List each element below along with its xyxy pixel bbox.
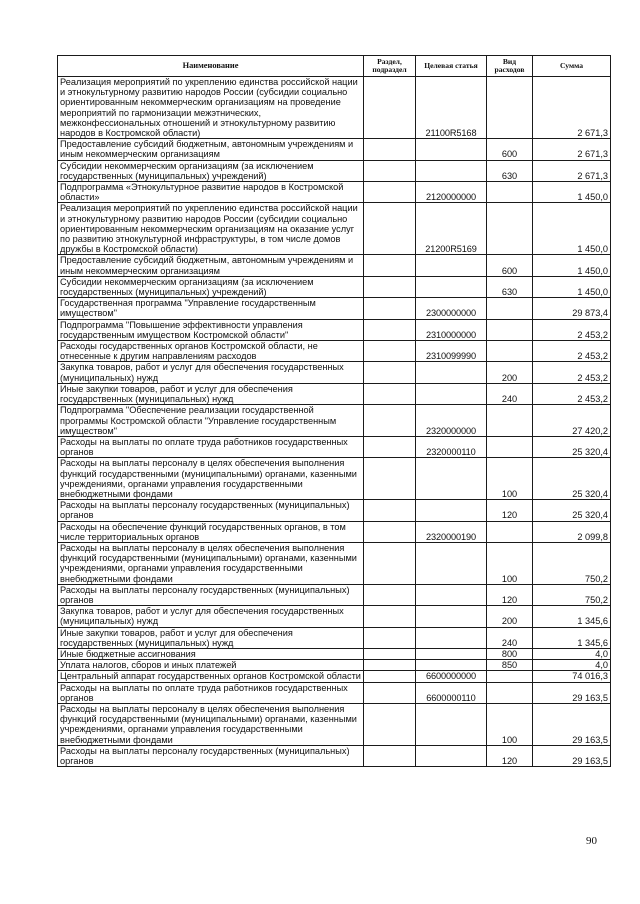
- cell-section: [364, 671, 416, 682]
- budget-table-container: [57, 55, 611, 767]
- cell-target: [416, 606, 487, 627]
- cell-sum: 2 453,2: [533, 319, 611, 340]
- cell-name: Расходы на выплаты персоналу государственных (муниципальных) органов: [58, 745, 364, 766]
- cell-name: Субсидии некоммерческим организациям (за исключением государственных (муниципальных) учреждений): [58, 160, 364, 181]
- cell-sum: 4,0: [533, 648, 611, 659]
- cell-sum: 29 163,5: [533, 745, 611, 766]
- cell-section: [364, 362, 416, 383]
- table-row: [58, 542, 611, 584]
- cell-section: [364, 319, 416, 340]
- cell-section: [364, 160, 416, 181]
- cell-type: 100: [487, 458, 533, 500]
- cell-name: Центральный аппарат государственных органов Костромской области: [58, 671, 364, 682]
- cell-target: 21100R5168: [416, 77, 487, 139]
- cell-type: 630: [487, 276, 533, 297]
- table-row: [58, 671, 611, 682]
- table-row: [58, 703, 611, 745]
- cell-section: [364, 500, 416, 521]
- cell-sum: 29 163,5: [533, 703, 611, 745]
- cell-type: 600: [487, 139, 533, 160]
- cell-target: [416, 500, 487, 521]
- cell-target: [416, 458, 487, 500]
- cell-type: [487, 77, 533, 139]
- table-row: [58, 660, 611, 671]
- table-row: [58, 584, 611, 605]
- cell-sum: 25 320,4: [533, 458, 611, 500]
- table-row: [58, 648, 611, 659]
- table-row: [58, 255, 611, 276]
- cell-target: [416, 383, 487, 404]
- cell-name: Расходы государственных органов Костромской области, не отнесенные к другим направлениям расходов: [58, 341, 364, 362]
- cell-type: 240: [487, 627, 533, 648]
- cell-type: [487, 436, 533, 457]
- cell-target: 2120000000: [416, 182, 487, 203]
- cell-target: [416, 160, 487, 181]
- cell-name: Иные закупки товаров, работ и услуг для обеспечения государственных (муниципальных) нужд: [58, 383, 364, 404]
- cell-section: [364, 703, 416, 745]
- cell-type: [487, 671, 533, 682]
- cell-section: [364, 745, 416, 766]
- cell-target: [416, 255, 487, 276]
- cell-name: Расходы на обеспечение функций государственных органов, в том числе территориальных органов: [58, 521, 364, 542]
- cell-name: Подпрограмма "Повышение эффективности управления государственным имуществом Костромской области": [58, 319, 364, 340]
- cell-name: Предоставление субсидий бюджетным, автономным учреждениям и иным некоммерческим организациям: [58, 255, 364, 276]
- budget-table: [57, 55, 611, 767]
- cell-section: [364, 276, 416, 297]
- cell-section: [364, 660, 416, 671]
- cell-type: 100: [487, 542, 533, 584]
- cell-target: 2320000110: [416, 436, 487, 457]
- cell-name: Государственная программа "Управление государственным имуществом": [58, 298, 364, 319]
- cell-target: [416, 542, 487, 584]
- cell-name: Расходы на выплаты персоналу государственных (муниципальных) органов: [58, 584, 364, 605]
- cell-type: [487, 682, 533, 703]
- cell-target: 2310000000: [416, 319, 487, 340]
- cell-target: 2320000000: [416, 405, 487, 437]
- cell-name: Расходы на выплаты персоналу в целях обеспечения выполнения функций государственными (муниципальными) органами, казенными учреждениями, органами управления государственными внебюджетными фондами: [58, 703, 364, 745]
- table-row: [58, 160, 611, 181]
- cell-name: Подпрограмма "Обеспечение реализации государственной программы Костромской области "Управление государственным имуществом": [58, 405, 364, 437]
- cell-name: Реализация мероприятий по укреплению единства российской нации и этнокультурному развитию народов России (субсидии социально ориентированным некоммерческим организациям на проведение мероприятий по гармонизации межэтнических, межконфессиональных отношений и этнокультурному развитию народов в Костромской области): [58, 77, 364, 139]
- cell-name: Расходы на выплаты персоналу в целях обеспечения выполнения функций государственными (муниципальными) органами, казенными учреждениями, органами управления государственными внебюджетными фондами: [58, 458, 364, 500]
- cell-type: 120: [487, 500, 533, 521]
- table-row: [58, 745, 611, 766]
- cell-type: 850: [487, 660, 533, 671]
- cell-sum: 29 873,4: [533, 298, 611, 319]
- cell-section: [364, 255, 416, 276]
- cell-sum: 2 099,8: [533, 521, 611, 542]
- cell-target: [416, 276, 487, 297]
- cell-name: Закупка товаров, работ и услуг для обеспечения государственных (муниципальных) нужд: [58, 362, 364, 383]
- header-section: Раздел, подраздел: [364, 56, 416, 77]
- cell-name: Иные бюджетные ассигнования: [58, 648, 364, 659]
- cell-sum: 1 450,0: [533, 203, 611, 255]
- cell-section: [364, 182, 416, 203]
- cell-section: [364, 648, 416, 659]
- cell-sum: 2 453,2: [533, 383, 611, 404]
- cell-sum: 1 450,0: [533, 255, 611, 276]
- cell-sum: 2 671,3: [533, 77, 611, 139]
- cell-name: Расходы на выплаты по оплате труда работников государственных органов: [58, 436, 364, 457]
- cell-sum: 25 320,4: [533, 500, 611, 521]
- cell-type: [487, 319, 533, 340]
- cell-name: Подпрограмма «Этнокультурное развитие народов в Костромской области»: [58, 182, 364, 203]
- cell-target: [416, 627, 487, 648]
- table-body: [58, 77, 611, 767]
- cell-sum: 2 453,2: [533, 341, 611, 362]
- table-row: [58, 77, 611, 139]
- table-row: [58, 362, 611, 383]
- table-row: [58, 276, 611, 297]
- table-row: [58, 606, 611, 627]
- cell-type: 600: [487, 255, 533, 276]
- cell-name: Закупка товаров, работ и услуг для обеспечения государственных (муниципальных) нужд: [58, 606, 364, 627]
- cell-section: [364, 542, 416, 584]
- cell-type: [487, 203, 533, 255]
- table-row: [58, 682, 611, 703]
- cell-type: 120: [487, 745, 533, 766]
- cell-section: [364, 606, 416, 627]
- header-sum: Сумма: [533, 56, 611, 77]
- cell-target: [416, 648, 487, 659]
- cell-section: [364, 77, 416, 139]
- cell-sum: 2 671,3: [533, 160, 611, 181]
- cell-section: [364, 405, 416, 437]
- cell-section: [364, 627, 416, 648]
- cell-target: [416, 362, 487, 383]
- cell-section: [364, 341, 416, 362]
- cell-sum: 1 450,0: [533, 182, 611, 203]
- table-row: [58, 319, 611, 340]
- cell-name: Субсидии некоммерческим организациям (за исключением государственных (муниципальных) учреждений): [58, 276, 364, 297]
- table-row: [58, 341, 611, 362]
- cell-name: Иные закупки товаров, работ и услуг для обеспечения государственных (муниципальных) нужд: [58, 627, 364, 648]
- table-row: [58, 405, 611, 437]
- table-row: [58, 383, 611, 404]
- header-name: Наименование: [58, 56, 364, 77]
- cell-sum: 1 450,0: [533, 276, 611, 297]
- cell-sum: 1 345,6: [533, 606, 611, 627]
- cell-sum: 29 163,5: [533, 682, 611, 703]
- table-row: [58, 521, 611, 542]
- cell-section: [364, 139, 416, 160]
- cell-section: [364, 682, 416, 703]
- cell-target: [416, 660, 487, 671]
- cell-type: [487, 405, 533, 437]
- cell-target: 2320000190: [416, 521, 487, 542]
- cell-type: [487, 521, 533, 542]
- cell-type: 630: [487, 160, 533, 181]
- cell-type: 200: [487, 362, 533, 383]
- cell-name: Реализация мероприятий по укреплению единства российской нации и этнокультурному развитию народов России (субсидии социально ориентированным некоммерческим организациям на оказание услуг по развитию этнокультурной инфраструктуры, в том числе домов дружбы в Костромской области): [58, 203, 364, 255]
- page-number: 90: [586, 835, 597, 847]
- cell-name: Уплата налогов, сборов и иных платежей: [58, 660, 364, 671]
- cell-sum: 74 016,3: [533, 671, 611, 682]
- cell-type: 200: [487, 606, 533, 627]
- cell-name: Расходы на выплаты по оплате труда работников государственных органов: [58, 682, 364, 703]
- cell-section: [364, 584, 416, 605]
- cell-section: [364, 458, 416, 500]
- cell-target: 6600000000: [416, 671, 487, 682]
- cell-sum: 1 345,6: [533, 627, 611, 648]
- cell-type: 100: [487, 703, 533, 745]
- cell-target: [416, 584, 487, 605]
- cell-sum: 2 671,3: [533, 139, 611, 160]
- cell-target: [416, 139, 487, 160]
- table-row: [58, 139, 611, 160]
- cell-sum: 2 453,2: [533, 362, 611, 383]
- cell-sum: 25 320,4: [533, 436, 611, 457]
- cell-name: Предоставление субсидий бюджетным, автономным учреждениям и иным некоммерческим организациям: [58, 139, 364, 160]
- cell-target: 2300000000: [416, 298, 487, 319]
- table-row: [58, 500, 611, 521]
- table-row: [58, 298, 611, 319]
- table-row: [58, 203, 611, 255]
- table-header-row: [58, 56, 611, 77]
- cell-section: [364, 436, 416, 457]
- cell-sum: 750,2: [533, 542, 611, 584]
- cell-target: [416, 745, 487, 766]
- cell-sum: 4,0: [533, 660, 611, 671]
- cell-type: [487, 298, 533, 319]
- cell-type: [487, 182, 533, 203]
- cell-type: 800: [487, 648, 533, 659]
- cell-type: 240: [487, 383, 533, 404]
- table-row: [58, 627, 611, 648]
- cell-type: 120: [487, 584, 533, 605]
- table-row: [58, 436, 611, 457]
- header-target: Целевая статья: [416, 56, 487, 77]
- cell-sum: 750,2: [533, 584, 611, 605]
- cell-section: [364, 203, 416, 255]
- table-row: [58, 182, 611, 203]
- cell-target: [416, 703, 487, 745]
- cell-name: Расходы на выплаты персоналу государственных (муниципальных) органов: [58, 500, 364, 521]
- cell-section: [364, 383, 416, 404]
- cell-target: 2310099990: [416, 341, 487, 362]
- cell-target: 21200R5169: [416, 203, 487, 255]
- cell-type: [487, 341, 533, 362]
- cell-section: [364, 298, 416, 319]
- cell-section: [364, 521, 416, 542]
- header-type: Вид расходов: [487, 56, 533, 77]
- cell-target: 6600000110: [416, 682, 487, 703]
- cell-sum: 27 420,2: [533, 405, 611, 437]
- cell-name: Расходы на выплаты персоналу в целях обеспечения выполнения функций государственными (муниципальными) органами, казенными учреждениями, органами управления государственными внебюджетными фондами: [58, 542, 364, 584]
- table-row: [58, 458, 611, 500]
